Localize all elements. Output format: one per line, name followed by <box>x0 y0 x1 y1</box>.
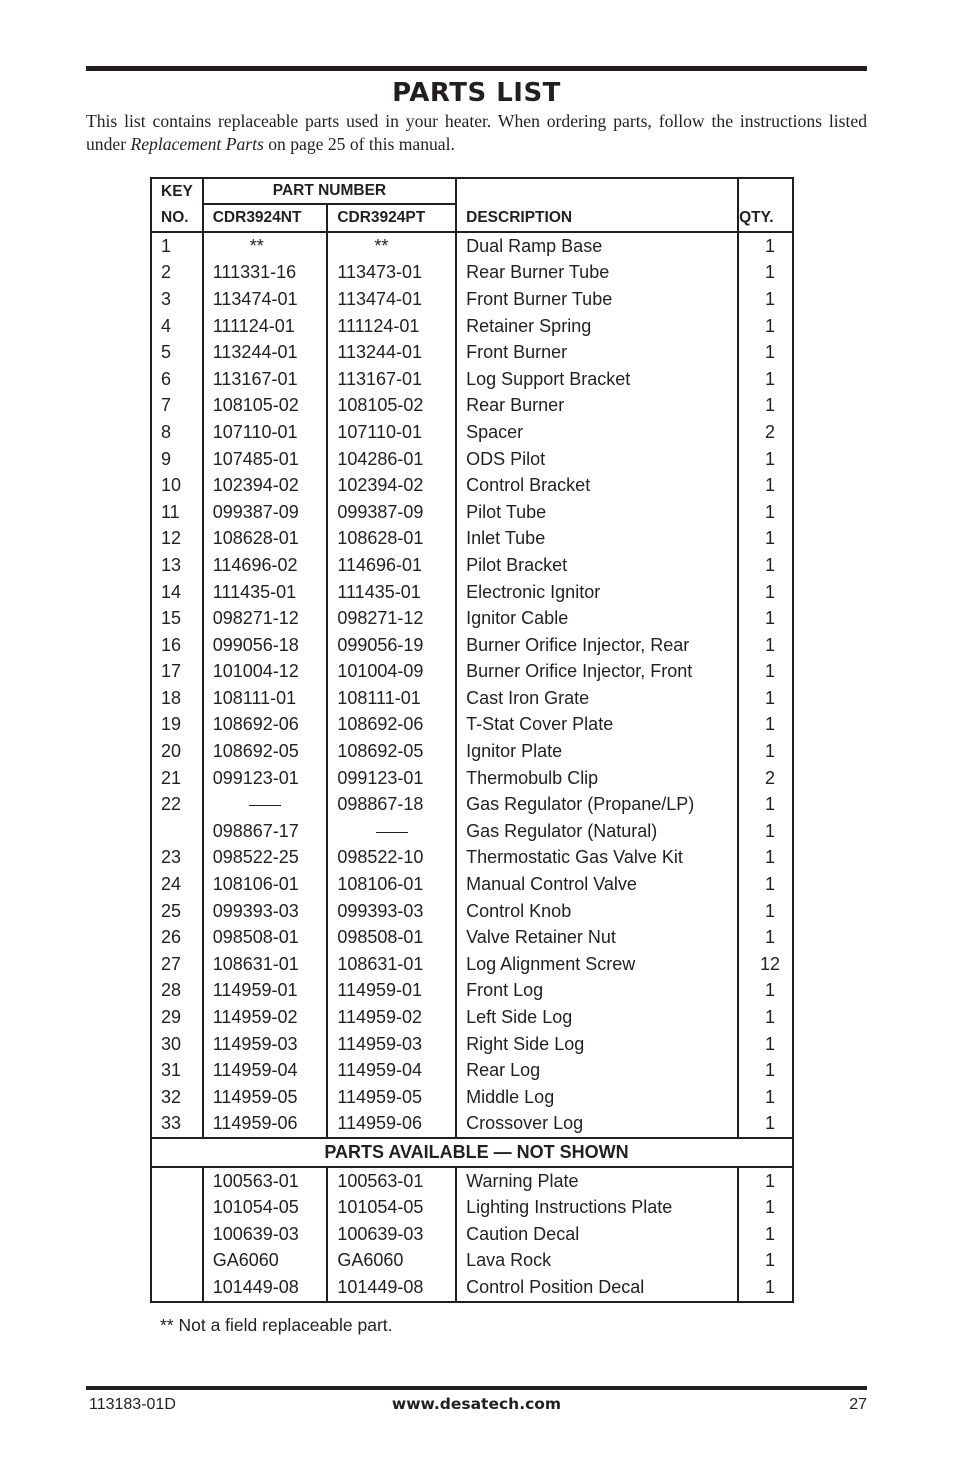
part-pt-cell: 114959-04 <box>327 1057 456 1084</box>
table-row <box>151 1111 793 1139</box>
qty-cell: 1 <box>765 847 776 868</box>
description-cell: Cast Iron Grate <box>456 685 738 712</box>
table-row <box>151 898 793 925</box>
description-cell: Front Burner <box>456 339 738 366</box>
description-cell: Electronic Ignitor <box>456 579 738 606</box>
table-row <box>151 419 793 446</box>
part-pt-cell: 114959-06 <box>327 1111 456 1139</box>
key-cell: 11 <box>151 499 203 526</box>
description-cell: ODS Pilot <box>456 446 738 473</box>
key-cell <box>151 1167 203 1195</box>
key-cell: 21 <box>151 765 203 792</box>
description-cell: Rear Burner Tube <box>456 260 738 287</box>
part-pt-cell: 100563-01 <box>327 1167 456 1195</box>
part-nt-cell: 101004-12 <box>203 659 328 686</box>
part-pt-cell: 113167-01 <box>327 366 456 393</box>
table-row <box>151 1084 793 1111</box>
table-row <box>151 313 793 340</box>
header-model-nt: CDR3924NT <box>203 204 328 232</box>
description-cell: Front Log <box>456 978 738 1005</box>
table-row <box>151 260 793 287</box>
part-pt-cell: 114959-02 <box>327 1004 456 1031</box>
part-nt-cell: 108692-06 <box>203 712 328 739</box>
key-cell: 32 <box>151 1084 203 1111</box>
description-cell: Middle Log <box>456 1084 738 1111</box>
key-cell: 28 <box>151 978 203 1005</box>
key-cell: 25 <box>151 898 203 925</box>
table-row <box>151 499 793 526</box>
part-pt-cell: 099056-19 <box>327 632 456 659</box>
part-pt-cell: 111435-01 <box>327 579 456 606</box>
table-row <box>151 659 793 686</box>
table-row <box>151 1194 793 1221</box>
part-nt-cell: 111331-16 <box>203 260 328 287</box>
qty-cell: 1 <box>765 927 776 948</box>
part-pt-cell: 111124-01 <box>327 313 456 340</box>
key-cell: 2 <box>151 260 203 287</box>
part-nt-cell: 101054-05 <box>203 1194 328 1221</box>
key-cell <box>151 1221 203 1248</box>
table-row <box>151 366 793 393</box>
part-nt-cell: 099393-03 <box>203 898 328 925</box>
table-row <box>151 765 793 792</box>
part-pt-cell: 101004-09 <box>327 659 456 686</box>
qty-cell: 1 <box>765 501 776 522</box>
key-cell: 24 <box>151 871 203 898</box>
part-nt-cell: 114959-06 <box>203 1111 328 1139</box>
part-nt-cell: 100639-03 <box>203 1221 328 1248</box>
part-pt-cell: 098508-01 <box>327 924 456 951</box>
part-nt-cell: 098522-25 <box>203 845 328 872</box>
part-pt-cell: 108692-05 <box>327 738 456 765</box>
key-cell <box>151 1248 203 1275</box>
key-cell: 5 <box>151 339 203 366</box>
part-nt-cell: 099056-18 <box>203 632 328 659</box>
header-key-bottom: NO. <box>151 204 203 232</box>
part-pt-cell: 108631-01 <box>327 951 456 978</box>
description-cell: Spacer <box>456 419 738 446</box>
part-pt-cell: 113473-01 <box>327 260 456 287</box>
qty-cell: 1 <box>765 661 776 682</box>
header-model-pt: CDR3924PT <box>327 204 456 232</box>
table-row <box>151 552 793 579</box>
table-row <box>151 1004 793 1031</box>
key-cell: 29 <box>151 1004 203 1031</box>
description-cell: Log Support Bracket <box>456 366 738 393</box>
part-nt-cell: 098271-12 <box>203 605 328 632</box>
key-cell: 31 <box>151 1057 203 1084</box>
not-applicable-dash <box>249 805 281 806</box>
qty-cell: 12 <box>760 953 781 974</box>
part-nt-cell: 101449-08 <box>203 1274 328 1302</box>
key-cell: 30 <box>151 1031 203 1058</box>
qty-cell: 1 <box>765 794 776 815</box>
key-cell: 9 <box>151 446 203 473</box>
key-cell: 10 <box>151 472 203 499</box>
qty-cell: 1 <box>765 1060 776 1081</box>
part-nt-cell: 099123-01 <box>203 765 328 792</box>
qty-cell: 1 <box>765 288 776 309</box>
intro-paragraph <box>86 110 867 156</box>
table-row <box>151 978 793 1005</box>
description-cell: Valve Retainer Nut <box>456 924 738 951</box>
table-row <box>151 579 793 606</box>
description-cell: Ignitor Cable <box>456 605 738 632</box>
table-row <box>151 1221 793 1248</box>
qty-cell: 1 <box>765 581 776 602</box>
description-cell: Manual Control Valve <box>456 871 738 898</box>
qty-cell: 1 <box>765 1033 776 1054</box>
key-cell: 14 <box>151 579 203 606</box>
qty-cell: 1 <box>765 1113 776 1134</box>
part-pt-cell: 114959-01 <box>327 978 456 1005</box>
qty-cell: 2 <box>765 421 776 442</box>
part-pt-cell: GA6060 <box>327 1248 456 1275</box>
part-nt-cell: 111124-01 <box>203 313 328 340</box>
page-title: PARTS LIST <box>392 78 561 108</box>
key-cell: 27 <box>151 951 203 978</box>
part-pt-cell: 104286-01 <box>327 446 456 473</box>
part-pt-cell: 100639-03 <box>327 1221 456 1248</box>
part-pt-cell: 108628-01 <box>327 526 456 553</box>
key-cell: 13 <box>151 552 203 579</box>
part-nt-cell: 108106-01 <box>203 871 328 898</box>
part-pt-cell: 098271-12 <box>327 605 456 632</box>
key-cell: 3 <box>151 286 203 313</box>
header-desc-spacer <box>456 178 738 204</box>
description-cell: Ignitor Plate <box>456 738 738 765</box>
qty-cell: 1 <box>765 687 776 708</box>
qty-cell: 1 <box>765 1250 776 1271</box>
part-pt-cell <box>327 818 456 845</box>
header-qty: QTY. <box>738 204 793 232</box>
part-nt-cell: 114696-02 <box>203 552 328 579</box>
qty-cell: 1 <box>765 1223 776 1244</box>
part-nt-cell: 111435-01 <box>203 579 328 606</box>
table-row <box>151 632 793 659</box>
table-row <box>151 791 793 818</box>
table-row <box>151 605 793 632</box>
description-cell: Crossover Log <box>456 1111 738 1139</box>
parts-rows <box>151 232 793 1138</box>
part-pt-cell: 108105-02 <box>327 393 456 420</box>
key-cell: 19 <box>151 712 203 739</box>
qty-cell: 1 <box>765 262 776 283</box>
key-cell: 17 <box>151 659 203 686</box>
table-row <box>151 712 793 739</box>
part-pt-cell: 108111-01 <box>327 685 456 712</box>
key-cell: 18 <box>151 685 203 712</box>
key-cell <box>151 818 203 845</box>
qty-cell: 1 <box>765 475 776 496</box>
qty-cell: 1 <box>765 1007 776 1028</box>
top-rule <box>86 66 867 71</box>
table-row <box>151 1248 793 1275</box>
part-pt-cell: 107110-01 <box>327 419 456 446</box>
page-number: 27 <box>849 1396 867 1413</box>
bottom-rule <box>86 1386 867 1390</box>
key-cell: 15 <box>151 605 203 632</box>
description-cell: Warning Plate <box>456 1167 738 1195</box>
part-nt-cell: 107110-01 <box>203 419 328 446</box>
part-pt-cell: 099387-09 <box>327 499 456 526</box>
description-cell: Control Bracket <box>456 472 738 499</box>
qty-cell: 1 <box>765 368 776 389</box>
key-cell: 4 <box>151 313 203 340</box>
part-nt-cell: 098508-01 <box>203 924 328 951</box>
table-row <box>151 818 793 845</box>
description-cell: Pilot Tube <box>456 499 738 526</box>
qty-cell: 1 <box>765 1170 776 1191</box>
part-pt-cell: 101054-05 <box>327 1194 456 1221</box>
part-nt-cell <box>203 791 328 818</box>
table-row <box>151 472 793 499</box>
table-row <box>151 871 793 898</box>
key-cell <box>151 1194 203 1221</box>
description-cell: Control Knob <box>456 898 738 925</box>
description-cell: Burner Orifice Injector, Rear <box>456 632 738 659</box>
table-row <box>151 232 793 260</box>
header-part-number: PART NUMBER <box>203 178 456 204</box>
qty-cell: 1 <box>765 448 776 469</box>
description-cell: Thermobulb Clip <box>456 765 738 792</box>
key-cell: 16 <box>151 632 203 659</box>
intro-text-1: This list contains replaceable parts used in your heater. When ordering parts, follow the instructions listed under <box>86 111 867 154</box>
part-nt-cell: 114959-02 <box>203 1004 328 1031</box>
part-nt-cell: 113167-01 <box>203 366 328 393</box>
qty-cell: 1 <box>765 235 776 256</box>
doc-number: 113183-01D <box>89 1396 176 1413</box>
qty-cell: 1 <box>765 342 776 363</box>
part-pt-cell: ** <box>327 232 456 260</box>
part-nt-cell: GA6060 <box>203 1248 328 1275</box>
description-cell: Log Alignment Screw <box>456 951 738 978</box>
qty-cell: 1 <box>765 900 776 921</box>
qty-cell: 1 <box>765 395 776 416</box>
part-nt-cell: 108105-02 <box>203 393 328 420</box>
part-pt-cell: 101449-08 <box>327 1274 456 1302</box>
intro-text-2: on page 25 of this manual. <box>263 134 455 154</box>
extra-parts-rows <box>151 1167 793 1302</box>
table-row <box>151 526 793 553</box>
description-cell: Pilot Bracket <box>456 552 738 579</box>
description-cell: Left Side Log <box>456 1004 738 1031</box>
part-pt-cell: 102394-02 <box>327 472 456 499</box>
qty-cell: 2 <box>765 767 776 788</box>
key-cell: 22 <box>151 791 203 818</box>
qty-cell: 1 <box>765 554 776 575</box>
intro-italic-ref: Replacement Parts <box>130 134 264 154</box>
table-row <box>151 1031 793 1058</box>
description-cell: Gas Regulator (Propane/LP) <box>456 791 738 818</box>
part-pt-cell: 108106-01 <box>327 871 456 898</box>
table-row <box>151 393 793 420</box>
qty-cell: 1 <box>765 608 776 629</box>
key-cell: 7 <box>151 393 203 420</box>
header-description: DESCRIPTION <box>456 204 738 232</box>
key-cell: 33 <box>151 1111 203 1139</box>
key-cell <box>151 1274 203 1302</box>
description-cell: Rear Log <box>456 1057 738 1084</box>
qty-cell: 1 <box>765 634 776 655</box>
section-not-shown: PARTS AVAILABLE — NOT SHOWN <box>151 1138 793 1167</box>
part-pt-cell: 099123-01 <box>327 765 456 792</box>
key-cell: 23 <box>151 845 203 872</box>
qty-cell: 1 <box>765 980 776 1001</box>
qty-cell: 1 <box>765 1197 776 1218</box>
part-nt-cell: 098867-17 <box>203 818 328 845</box>
description-cell: Burner Orifice Injector, Front <box>456 659 738 686</box>
part-nt-cell: 099387-09 <box>203 499 328 526</box>
table-row <box>151 1274 793 1302</box>
part-nt-cell: 108628-01 <box>203 526 328 553</box>
description-cell: Front Burner Tube <box>456 286 738 313</box>
part-nt-cell: 113474-01 <box>203 286 328 313</box>
part-pt-cell: 099393-03 <box>327 898 456 925</box>
part-pt-cell: 113244-01 <box>327 339 456 366</box>
key-cell: 20 <box>151 738 203 765</box>
part-pt-cell: 114696-01 <box>327 552 456 579</box>
description-cell: Caution Decal <box>456 1221 738 1248</box>
key-cell: 1 <box>151 232 203 260</box>
part-pt-cell: 114959-05 <box>327 1084 456 1111</box>
table-row <box>151 685 793 712</box>
table-row <box>151 1057 793 1084</box>
description-cell: Inlet Tube <box>456 526 738 553</box>
part-pt-cell: 108692-06 <box>327 712 456 739</box>
description-cell: Lighting Instructions Plate <box>456 1194 738 1221</box>
description-cell: Thermostatic Gas Valve Kit <box>456 845 738 872</box>
part-nt-cell: 108631-01 <box>203 951 328 978</box>
key-cell: 12 <box>151 526 203 553</box>
part-nt-cell: 102394-02 <box>203 472 328 499</box>
table-row <box>151 738 793 765</box>
qty-cell: 1 <box>765 528 776 549</box>
table-row <box>151 951 793 978</box>
qty-cell: 1 <box>765 1086 776 1107</box>
description-cell: Control Position Decal <box>456 1274 738 1302</box>
qty-cell: 1 <box>765 714 776 735</box>
parts-table <box>150 177 794 1303</box>
description-cell: Rear Burner <box>456 393 738 420</box>
table-row <box>151 446 793 473</box>
table-row <box>151 845 793 872</box>
table-row <box>151 1167 793 1195</box>
part-nt-cell: 108692-05 <box>203 738 328 765</box>
table-row <box>151 286 793 313</box>
part-nt-cell: 114959-01 <box>203 978 328 1005</box>
table-row <box>151 339 793 366</box>
qty-cell: 1 <box>765 315 776 336</box>
part-nt-cell: 108111-01 <box>203 685 328 712</box>
key-cell: 6 <box>151 366 203 393</box>
header-key-top: KEY <box>151 178 203 204</box>
part-nt-cell: 107485-01 <box>203 446 328 473</box>
description-cell: Right Side Log <box>456 1031 738 1058</box>
description-cell: T-Stat Cover Plate <box>456 712 738 739</box>
part-nt-cell: 114959-05 <box>203 1084 328 1111</box>
key-cell: 26 <box>151 924 203 951</box>
part-nt-cell: 100563-01 <box>203 1167 328 1195</box>
website: www.desatech.com <box>391 1395 562 1413</box>
qty-cell: 1 <box>765 1276 776 1297</box>
part-nt-cell: 114959-04 <box>203 1057 328 1084</box>
qty-cell: 1 <box>765 741 776 762</box>
page-footer <box>86 1396 867 1418</box>
key-cell: 8 <box>151 419 203 446</box>
qty-cell: 1 <box>765 820 776 841</box>
table-row <box>151 924 793 951</box>
part-pt-cell: 113474-01 <box>327 286 456 313</box>
footnote: ** Not a field replaceable part. <box>160 1315 393 1335</box>
part-pt-cell: 114959-03 <box>327 1031 456 1058</box>
part-nt-cell: ** <box>203 232 328 260</box>
part-pt-cell: 098522-10 <box>327 845 456 872</box>
qty-cell: 1 <box>765 874 776 895</box>
description-cell: Lava Rock <box>456 1248 738 1275</box>
part-pt-cell: 098867-18 <box>327 791 456 818</box>
description-cell: Retainer Spring <box>456 313 738 340</box>
part-nt-cell: 114959-03 <box>203 1031 328 1058</box>
description-cell: Gas Regulator (Natural) <box>456 818 738 845</box>
description-cell: Dual Ramp Base <box>456 232 738 260</box>
header-qty-spacer <box>738 178 793 204</box>
not-applicable-dash <box>376 832 408 833</box>
part-nt-cell: 113244-01 <box>203 339 328 366</box>
